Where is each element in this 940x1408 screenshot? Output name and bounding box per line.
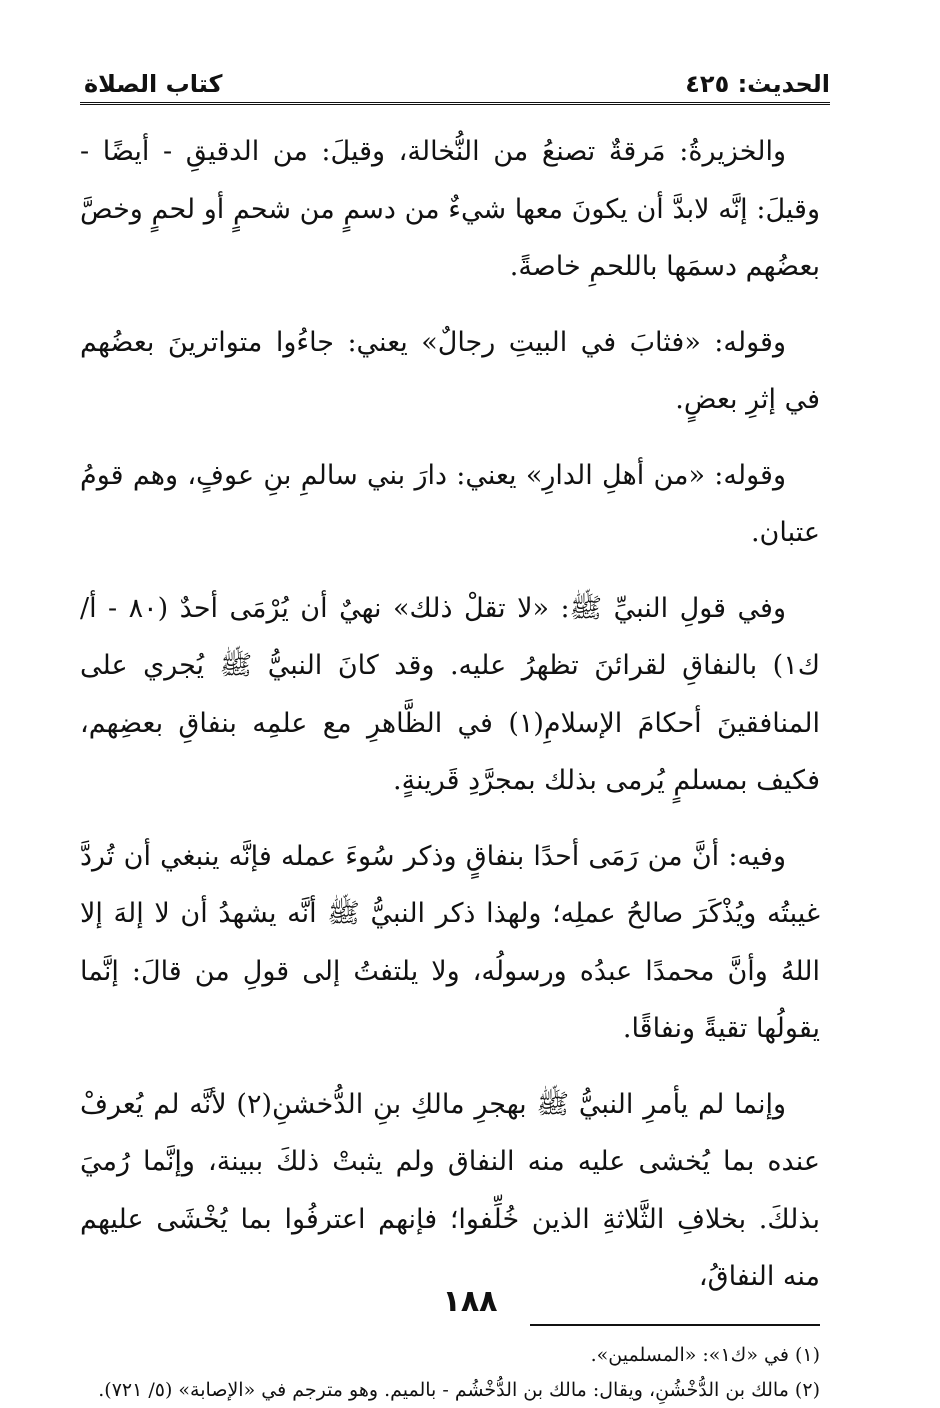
- footnote-2: (٢) مالك بن الدُّخْشُنِ، ويقال: مالك بن الدُّخْشُم - بالميم. وهو مترجم في «الإصابة» (٥/ ٧٢١).: [98, 1378, 820, 1401]
- hadith-number: الحديث: ٤٢٥: [685, 70, 830, 98]
- footnote-1: (١) في «ك١»: «المسلمين».: [590, 1343, 820, 1366]
- page-number: ١٨٨: [442, 1284, 498, 1319]
- running-header: [80, 56, 830, 105]
- paragraph-ghiba: وفيه: أنَّ من رَمَى أحدًا بنفاقٍ وذكر سُوءَ عمله فإنَّه ينبغي أن تُردَّ غيبتُه ويُذْكَرَ صالحُ عملِه؛ ولهذا ذكر النبيُّ ﷺ أنَّه يشهدُ أن لا إلهَ إلا اللهُ وأنَّ محمدًا عبدُه ورسولُه، ولا يلتفتُ إلى قولِ من قالَ: إنَّما يقولُها تقيةً ونفاقًا.: [80, 840, 820, 1044]
- footnotes: [80, 1338, 820, 1408]
- paragraph-la-taqul: وفي قولِ النبيِّ ﷺ: «لا تقلْ ذلك» نهيٌ أن يُرْمَى أحدٌ (٨٠ - أ/ ك١) بالنفاقِ لقرائنَ تظهرُ عليه. وقد كانَ النبيُّ ﷺ يُجري على المنافقينَ أحكامَ الإسلامِ(١) في الظَّاهرِ مع علمِه بنفاقِ بعضِهم، فكيف بمسلمٍ يُرمى بذلك بمجرَّدِ قَرينةٍ.: [80, 592, 820, 796]
- paragraph-thaba: وقوله: «فثابَ في البيتِ رجالٌ» يعني: جاءُوا متواترينَ بعضُهم في إثرِ بعضٍ.: [80, 326, 820, 415]
- footnote-divider: [530, 1324, 820, 1326]
- paragraph-khazira: والخزيرةُ: مَرقةٌ تصنعُ من النُّخالة، وقيلَ: من الدقيقِ - أيضًا - وقيلَ: إنَّه لابدَّ أن يكونَ معها شيءٌ من دسمٍ من شحمٍ أو لحمٍ وخصَّ بعضُهم دسمَها باللحمِ خاصةً.: [80, 136, 820, 282]
- main-text: [80, 123, 820, 1306]
- paragraph-ahl-al-dar: وقوله: «من أهلِ الدارِ» يعني: دارَ بني سالمِ بنِ عوفٍ، وهم قومُ عتبان.: [80, 459, 820, 548]
- paragraph-hajr: وإنما لم يأمرِ النبيُّ ﷺ بهجرِ مالكِ بنِ الدُّخشنِ(٢) لأنَّه لم يُعرفْ عنده بما يُخشى عليه منه النفاق ولم يثبتْ ذلكَ ببينة، وإنَّما رُميَ بذلكَ. بخلافِ الثَّلاثةِ الذين خُلِّفوا؛ فإنهم اعترفُوا بما يُخْشَى عليهم منه النفاقُ،: [80, 1088, 820, 1292]
- book-title: كتاب الصلاة: [84, 70, 223, 98]
